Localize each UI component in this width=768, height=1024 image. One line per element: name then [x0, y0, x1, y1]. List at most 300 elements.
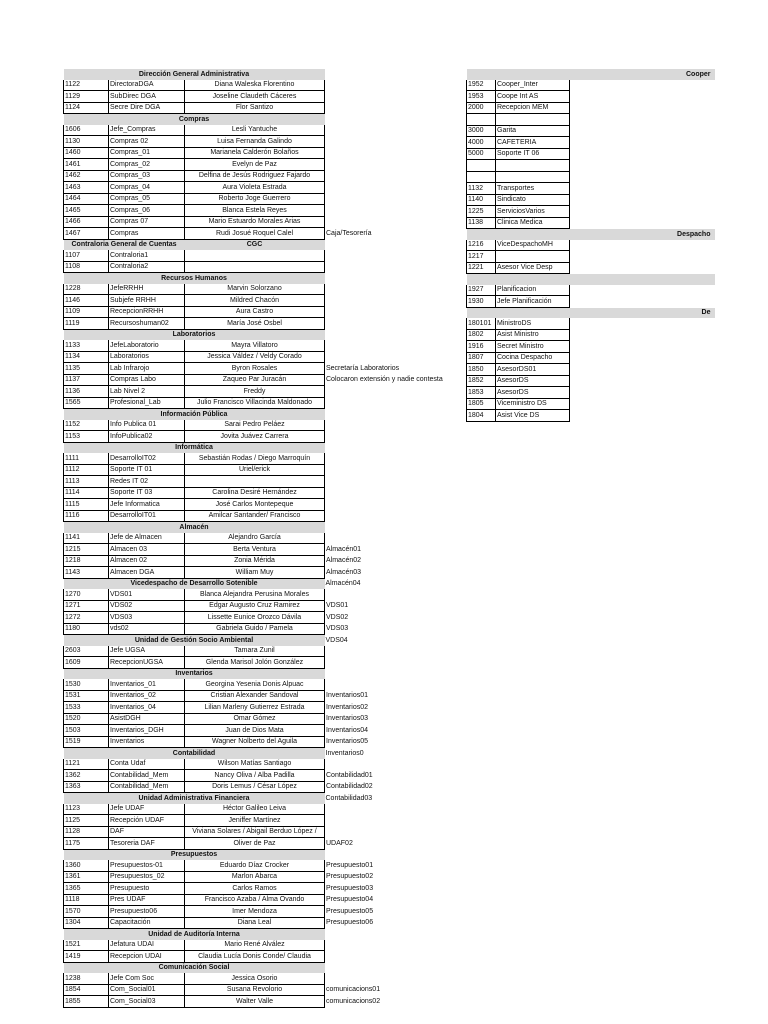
section-header-row	[467, 274, 715, 285]
user-cell: RecepcionRRHH	[109, 306, 185, 318]
section-title: Contabilidad	[64, 748, 325, 759]
table-row	[64, 499, 445, 511]
empty-cell	[570, 114, 715, 126]
user-cell: Soporte IT 03	[109, 487, 185, 499]
note-cell	[325, 147, 445, 159]
section-title: Almacén	[64, 522, 325, 533]
empty-cell	[570, 285, 715, 296]
extension-cell: 1141	[64, 533, 109, 544]
extension-cell: 1270	[64, 589, 109, 600]
extension-cell: 1930	[467, 296, 496, 308]
user-cell: MinistroDS	[496, 318, 570, 329]
section-header-row	[64, 239, 445, 250]
user-cell: Inventarios_04	[109, 702, 185, 714]
note-cell	[325, 340, 445, 351]
section-header-row	[467, 307, 715, 318]
extension-cell: 1175	[64, 838, 109, 850]
section-title: Unidad de Auditoría Interna	[64, 929, 325, 940]
empty-cell	[570, 102, 715, 114]
extension-cell: 1533	[64, 702, 109, 714]
note-cell: UDAF02	[326, 839, 353, 847]
table-row	[64, 826, 445, 838]
section-title: Recursos Humanos	[64, 273, 325, 284]
extension-cell: 1116	[64, 510, 109, 522]
extension-cell: 1419	[64, 951, 109, 963]
name-cell: Omar Gómez	[185, 713, 325, 725]
extension-cell: 1121	[64, 759, 109, 770]
section-title: Unidad Administrativa Financiera	[64, 793, 325, 804]
section-note: VDS04	[325, 635, 445, 646]
name-cell	[185, 476, 325, 488]
user-cell: ServiciosVarios	[496, 206, 570, 218]
table-row	[467, 80, 715, 91]
table-row	[64, 170, 445, 182]
extension-cell: 1606	[64, 125, 109, 136]
extension-cell: 1134	[64, 351, 109, 363]
empty-cell	[570, 171, 715, 183]
user-cell: Compras	[109, 228, 185, 240]
user-cell: Pres UDAF	[109, 894, 185, 906]
name-cell: Marlon Abarca	[185, 871, 325, 883]
name-cell: Evelyn de Paz	[185, 159, 325, 171]
section-note	[325, 329, 445, 340]
extension-cell: 1218	[64, 555, 109, 567]
user-cell: Recepcion UDAI	[109, 951, 185, 963]
table-row	[64, 295, 445, 307]
empty-cell	[570, 329, 715, 341]
extension-cell: 1138	[467, 217, 496, 229]
extension-cell: 1132	[467, 183, 496, 195]
table-row	[467, 91, 715, 103]
extension-cell: 1228	[64, 284, 109, 295]
extension-cell: 1124	[64, 102, 109, 114]
empty-cell	[570, 410, 715, 422]
table-row	[64, 657, 445, 669]
table-row	[467, 375, 715, 387]
name-cell: Freddy	[185, 386, 325, 398]
extension-cell: 1152	[64, 420, 109, 431]
name-cell: Joseline Claudeth Cáceres	[185, 91, 325, 103]
user-cell: Compras_05	[109, 193, 185, 205]
table-row	[64, 91, 445, 103]
user-cell: Transportes	[496, 183, 570, 195]
extension-cell: 1565	[64, 397, 109, 409]
table-row	[64, 984, 445, 996]
table-row	[64, 261, 445, 273]
user-cell: Presupuestos_02	[109, 871, 185, 883]
note-cell: Almacén03	[326, 568, 362, 576]
section-title	[467, 274, 715, 285]
note-cell: Inventarios01	[326, 692, 369, 700]
user-cell: Sindicato	[496, 194, 570, 206]
user-cell: AsesorDS	[496, 375, 570, 387]
section-header-row	[64, 929, 445, 940]
user-cell: DAF	[109, 826, 185, 838]
note-cell	[325, 182, 445, 194]
user-cell: Recepción UDAF	[109, 815, 185, 827]
empty-cell	[570, 398, 715, 410]
table-row	[467, 251, 715, 263]
extension-cell: 1363	[64, 781, 109, 793]
note-cell: Presupuesto03	[326, 884, 374, 892]
empty-cell	[570, 251, 715, 263]
name-cell: Georgina Yesenia Donis Alpuac	[185, 679, 325, 690]
user-cell: VDS03	[109, 612, 185, 624]
note-cell	[325, 306, 445, 318]
note-cell: Presupuesto05	[326, 907, 374, 915]
table-row	[467, 102, 715, 114]
table-row	[64, 883, 445, 895]
table-row	[467, 240, 715, 251]
extension-cell: 1128	[64, 826, 109, 838]
user-cell: Compras_02	[109, 159, 185, 171]
table-row	[467, 171, 715, 183]
user-cell: SubDirec DGA	[109, 91, 185, 103]
user-cell: JefeLaboratorio	[109, 340, 185, 351]
section-note	[325, 962, 445, 973]
table-row	[64, 871, 445, 883]
extension-cell: 1361	[64, 871, 109, 883]
table-row	[467, 318, 715, 329]
extension-cell: 1137	[64, 374, 109, 386]
note-cell	[325, 216, 445, 228]
section-header-row	[64, 69, 445, 80]
table-row	[64, 510, 445, 522]
note-cell	[325, 589, 445, 600]
section-header-row	[64, 962, 445, 973]
extension-cell: 1113	[64, 476, 109, 488]
user-cell: Inventarios_01	[109, 679, 185, 690]
table-row	[64, 159, 445, 171]
user-cell: Soporte IT 01	[109, 464, 185, 476]
section-note	[325, 522, 445, 533]
extension-cell: 4000	[467, 137, 496, 149]
section-note	[325, 69, 445, 80]
user-cell	[496, 251, 570, 263]
extension-cell: 1114	[64, 487, 109, 499]
table-row	[64, 453, 445, 464]
extension-cell: 1365	[64, 883, 109, 895]
table-row	[64, 340, 445, 351]
table-row	[467, 364, 715, 376]
extension-cell: 1952	[467, 80, 496, 91]
empty-cell	[570, 148, 715, 160]
note-cell	[325, 136, 445, 148]
user-cell: Tesoreria DAF	[109, 838, 185, 850]
empty-cell	[570, 91, 715, 103]
user-cell: Coope Int AS	[496, 91, 570, 103]
section-header-row	[64, 793, 445, 804]
extension-cell	[467, 114, 496, 126]
name-cell: Alejandro García	[185, 533, 325, 544]
section-title: Inventarios	[64, 668, 325, 679]
note-cell: VDS01	[326, 602, 349, 610]
name-cell: Viviana Solares / Abigail Berduo López /	[185, 826, 325, 838]
user-cell: Inventarios	[109, 736, 185, 748]
user-cell: Profesional_Lab	[109, 397, 185, 409]
user-cell: vds02	[109, 623, 185, 635]
empty-cell	[570, 137, 715, 149]
table-row	[64, 125, 445, 136]
user-cell: DesarrolloIT01	[109, 510, 185, 522]
note-cell	[325, 159, 445, 171]
name-cell	[185, 250, 325, 261]
table-row	[64, 612, 445, 624]
table-row	[64, 374, 445, 386]
table-row	[64, 136, 445, 148]
extension-cell: 1462	[64, 170, 109, 182]
section-title: Dirección General Administrativa	[64, 69, 325, 80]
user-cell: Cocina Despacho	[496, 352, 570, 364]
note-cell	[325, 940, 445, 951]
table-row	[64, 690, 445, 702]
extension-cell: 1531	[64, 690, 109, 702]
name-cell: Susana Revolorio	[185, 984, 325, 996]
name-cell: Eduardo Díaz Crocker	[185, 860, 325, 871]
extension-cell: 1570	[64, 906, 109, 918]
note-cell	[325, 679, 445, 690]
user-cell: AsistDGH	[109, 713, 185, 725]
name-cell: Glenda Marisol Jolón González	[185, 657, 325, 669]
table-row	[467, 398, 715, 410]
table-row	[64, 725, 445, 737]
user-cell: InfoPublica02	[109, 431, 185, 443]
extension-cell: 1146	[64, 295, 109, 307]
note-cell: Presupuesto01	[326, 862, 374, 869]
table-row	[467, 137, 715, 149]
extension-cell: 5000	[467, 148, 496, 160]
extension-cell: 1180	[64, 623, 109, 635]
extension-cell: 1609	[64, 657, 109, 669]
name-cell: Mayra Villatoro	[185, 340, 325, 351]
note-cell: VDS02	[326, 613, 349, 621]
right-directory-table	[466, 69, 715, 422]
name-cell: William Muy	[185, 567, 325, 579]
extension-cell: 1272	[64, 612, 109, 624]
table-row	[64, 679, 445, 690]
section-note	[325, 273, 445, 284]
user-cell: Info Publica 01	[109, 420, 185, 431]
section-title: Despacho	[467, 229, 715, 240]
table-row	[64, 917, 445, 929]
user-cell: JefeRRHH	[109, 284, 185, 295]
user-cell: Compras 07	[109, 216, 185, 228]
user-cell: Secre Dire DGA	[109, 102, 185, 114]
extension-cell: 1927	[467, 285, 496, 296]
section-title: Unidad de Gestión Socio Ambiental	[64, 635, 325, 646]
extension-cell: 1271	[64, 600, 109, 612]
extension-cell: 1118	[64, 894, 109, 906]
user-cell: Secret Ministro	[496, 341, 570, 353]
name-cell: Mildred Chacón	[185, 295, 325, 307]
name-cell: Zonia Mérida	[185, 555, 325, 567]
section-note	[325, 929, 445, 940]
user-cell: VDS01	[109, 589, 185, 600]
table-row	[467, 329, 715, 341]
user-cell: Jefatura UDAI	[109, 940, 185, 951]
user-cell: Contabilidad_Mem	[109, 770, 185, 782]
name-cell: Claudia Lucía Donis Conde/ Claudia	[185, 951, 325, 963]
table-row	[467, 262, 715, 274]
empty-cell	[570, 387, 715, 399]
name-cell: Julio Francisco Villacinda Maldonado	[185, 397, 325, 409]
user-cell: Contraloria2	[109, 261, 185, 273]
note-cell: Secretaría Laboratorios	[326, 364, 400, 372]
empty-cell	[570, 375, 715, 387]
note-cell	[325, 533, 445, 544]
empty-cell	[570, 206, 715, 218]
name-cell: Jeniffer Martínez	[185, 815, 325, 827]
name-cell: Sebastián Rodas / Diego Marroquín	[185, 453, 325, 464]
section-note	[325, 849, 445, 860]
extension-cell: 1136	[64, 386, 109, 398]
section-header-row	[64, 748, 445, 759]
name-cell: Wilson Matías Santiago	[185, 759, 325, 770]
user-cell: Contabilidad_Mem	[109, 781, 185, 793]
extension-cell: 1521	[64, 940, 109, 951]
table-row	[64, 431, 445, 443]
table-row	[467, 114, 715, 126]
table-row	[64, 80, 445, 91]
name-cell: Lissette Eunice Orozco Dávila	[185, 612, 325, 624]
user-cell	[496, 171, 570, 183]
note-cell	[325, 476, 445, 488]
table-row	[467, 341, 715, 353]
extension-cell: 1503	[64, 725, 109, 737]
name-cell: Walter Valle	[185, 996, 325, 1008]
table-row	[64, 736, 445, 748]
user-cell: Jefe Planificación	[496, 296, 570, 308]
note-cell	[325, 453, 445, 464]
extension-cell: 1362	[64, 770, 109, 782]
note-cell: Colocaron extensión y nadie contesta	[326, 376, 443, 384]
section-title-abbrev: CGC	[185, 239, 325, 250]
user-cell: Presupuesto	[109, 883, 185, 895]
note-cell: Inventarios05	[326, 738, 369, 746]
user-cell: Almacen DGA	[109, 567, 185, 579]
extension-cell: 1519	[64, 736, 109, 748]
user-cell: Inventarios_DGH	[109, 725, 185, 737]
note-cell	[325, 102, 445, 114]
note-cell: Presupuesto04	[326, 896, 374, 904]
extension-cell: 1804	[467, 410, 496, 422]
section-note	[325, 409, 445, 420]
section-title: Compras	[64, 114, 325, 125]
user-cell: AsesorDS	[496, 387, 570, 399]
name-cell: Aura Violeta Estrada	[185, 182, 325, 194]
user-cell: Compras_04	[109, 182, 185, 194]
user-cell: Soporte IT 06	[496, 148, 570, 160]
user-cell: Recursoshuman02	[109, 318, 185, 330]
user-cell: Contraloria1	[109, 250, 185, 261]
extension-cell: 1461	[64, 159, 109, 171]
name-cell: Marvin Solorzano	[185, 284, 325, 295]
name-cell: José Carlos Montepeque	[185, 499, 325, 511]
user-cell: Jefe Com Soc	[109, 973, 185, 984]
extension-cell: 2000	[467, 102, 496, 114]
extension-cell: 1464	[64, 193, 109, 205]
user-cell	[496, 160, 570, 172]
user-cell: Compras_03	[109, 170, 185, 182]
table-row	[64, 996, 445, 1008]
note-cell	[325, 759, 445, 770]
extension-cell: 1153	[64, 431, 109, 443]
note-cell: Almacén01	[326, 545, 362, 553]
section-header-row	[64, 668, 445, 679]
name-cell: Mario Estuardo Morales Arias	[185, 216, 325, 228]
table-row	[64, 894, 445, 906]
user-cell: Asist Vice DS	[496, 410, 570, 422]
table-row	[64, 205, 445, 217]
table-row	[64, 182, 445, 194]
note-cell	[325, 170, 445, 182]
note-cell: Presupuesto02	[326, 873, 374, 881]
table-row	[467, 160, 715, 172]
note-cell: comunicacions01	[326, 986, 381, 994]
name-cell: Edgar Augusto Cruz Ramirez	[185, 600, 325, 612]
extension-cell: 1115	[64, 499, 109, 511]
extension-cell: 1143	[64, 567, 109, 579]
table-row	[64, 759, 445, 770]
user-cell: Viceministro DS	[496, 398, 570, 410]
extension-cell: 1217	[467, 251, 496, 263]
extension-cell: 1854	[64, 984, 109, 996]
name-cell: Amilcar Santander/ Francisco	[185, 510, 325, 522]
extension-cell: 1122	[64, 80, 109, 91]
table-row	[467, 285, 715, 296]
note-cell	[325, 487, 445, 499]
table-row	[64, 476, 445, 488]
table-row	[64, 193, 445, 205]
table-row	[64, 250, 445, 261]
extension-cell: 1953	[467, 91, 496, 103]
table-row	[64, 713, 445, 725]
note-cell: Presupuesto06	[326, 919, 374, 927]
user-cell: Presupuestos-01	[109, 860, 185, 871]
name-cell: Byron Rosales	[185, 363, 325, 375]
user-cell: Subjefe RRHH	[109, 295, 185, 307]
note-cell	[325, 951, 445, 963]
name-cell: Wagner Nolberto del Aguila	[185, 736, 325, 748]
extension-cell: 1133	[64, 340, 109, 351]
section-note: Contabilidad03	[325, 793, 445, 804]
extension-cell: 1107	[64, 250, 109, 261]
section-note: Almacén04	[325, 578, 445, 589]
user-cell: Jefe de Almacen	[109, 533, 185, 544]
note-cell	[325, 397, 445, 409]
user-cell: Lab Nivel 2	[109, 386, 185, 398]
table-row	[64, 555, 445, 567]
user-cell: Jefe Informatica	[109, 499, 185, 511]
table-row	[64, 363, 445, 375]
name-cell: Diana Leal	[185, 917, 325, 929]
name-cell: Lilian Marleny Gutierrez Estrada	[185, 702, 325, 714]
extension-cell: 1852	[467, 375, 496, 387]
user-cell: Jefe UDAF	[109, 804, 185, 815]
user-cell: Inventarios_02	[109, 690, 185, 702]
empty-cell	[570, 194, 715, 206]
table-row	[467, 194, 715, 206]
table-row	[64, 420, 445, 431]
table-row	[467, 125, 715, 137]
table-row	[64, 102, 445, 114]
user-cell: Cooper_Inter	[496, 80, 570, 91]
section-header-row	[64, 578, 445, 589]
note-cell: Contabilidad01	[326, 771, 373, 779]
extension-cell: 1221	[467, 262, 496, 274]
section-note: Inventarios0	[325, 748, 445, 759]
name-cell: Blanca Estela Reyes	[185, 205, 325, 217]
